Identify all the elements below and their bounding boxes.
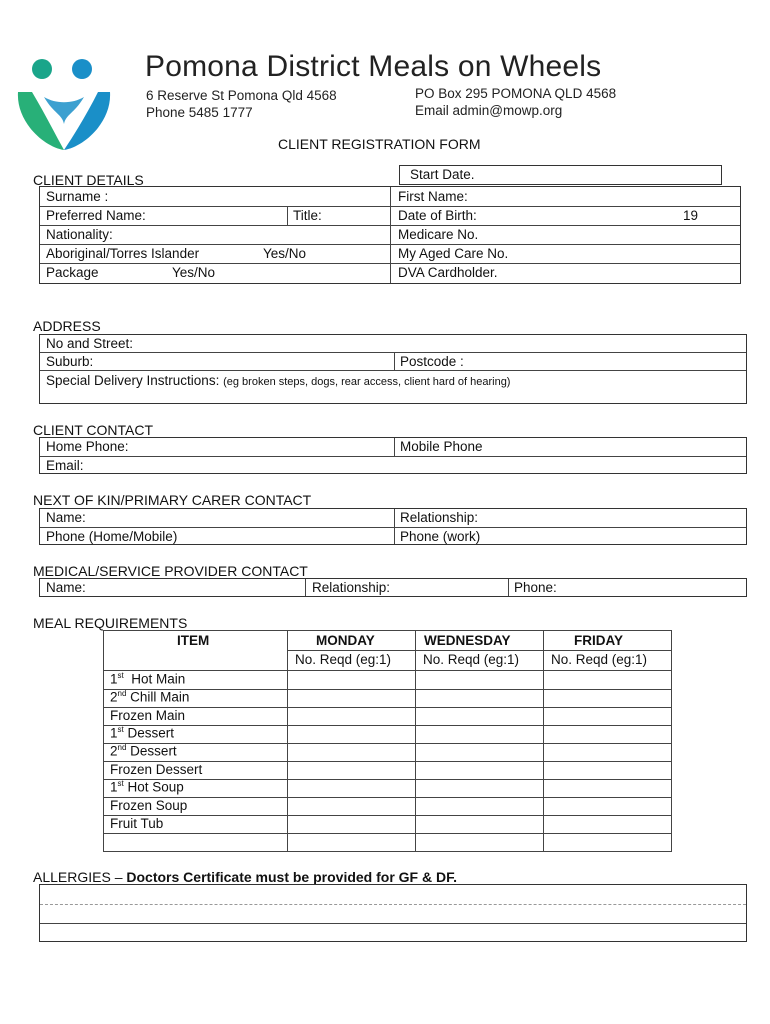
aboriginal-yes-no[interactable]: Yes/No xyxy=(263,246,307,261)
friday-header: FRIDAY xyxy=(574,633,624,648)
next-of-kin-box xyxy=(39,508,747,545)
client-email-field[interactable]: Email: xyxy=(46,458,84,473)
kin-phone-work-field[interactable]: Phone (work) xyxy=(400,529,481,544)
kin-phone-home-field[interactable]: Phone (Home/Mobile) xyxy=(46,529,178,544)
medical-box xyxy=(39,578,747,597)
kin-relationship-field[interactable]: Relationship: xyxy=(400,510,479,525)
meal-requirements-table xyxy=(103,630,672,852)
item-header: ITEM xyxy=(177,633,210,648)
package-field[interactable]: Package xyxy=(46,265,99,280)
po-box: PO Box 295 POMONA QLD 4568 xyxy=(415,86,617,101)
surname-field[interactable]: Surname : xyxy=(46,189,109,204)
friday-reqd: No. Reqd (eg:1) xyxy=(551,652,648,667)
street-field[interactable]: No and Street: xyxy=(46,336,134,351)
first-name-field[interactable]: First Name: xyxy=(398,189,468,204)
allergies-heading xyxy=(33,869,457,885)
medical-name-field[interactable]: Name: xyxy=(46,580,86,595)
medical-phone-field[interactable]: Phone: xyxy=(514,580,557,595)
allergies-label: ALLERGIES – xyxy=(33,869,127,885)
aged-care-field[interactable]: My Aged Care No. xyxy=(398,246,509,261)
meal-item: Frozen Soup xyxy=(110,798,188,813)
mobile-phone-field[interactable]: Mobile Phone xyxy=(400,439,483,454)
meal-item: 2nd Dessert xyxy=(110,743,177,759)
nationality-field[interactable]: Nationality: xyxy=(46,227,113,242)
start-date-field[interactable] xyxy=(399,165,722,185)
client-details-box xyxy=(39,186,741,284)
kin-name-field[interactable]: Name: xyxy=(46,510,86,525)
meal-item: Frozen Dessert xyxy=(110,762,203,777)
organisation-logo xyxy=(14,52,114,152)
meal-item: Fruit Tub xyxy=(110,816,164,831)
medical-heading: MEDICAL/SERVICE PROVIDER CONTACT xyxy=(33,563,308,579)
organisation-name: Pomona District Meals on Wheels xyxy=(145,50,602,83)
medical-relationship-field[interactable]: Relationship: xyxy=(312,580,391,595)
meal-item: 1st Dessert xyxy=(110,725,175,741)
package-yes-no[interactable]: Yes/No xyxy=(172,265,216,280)
meal-requirements-heading: MEAL REQUIREMENTS xyxy=(33,615,188,631)
title-field[interactable]: Title: xyxy=(293,208,322,223)
email-address: Email admin@mowp.org xyxy=(415,103,563,118)
start-date-label: Start Date. xyxy=(410,167,475,182)
street-address: 6 Reserve St Pomona Qld 4568 xyxy=(146,88,337,103)
special-instructions-label: Special Delivery Instructions: xyxy=(46,373,220,388)
medicare-field[interactable]: Medicare No. xyxy=(398,227,479,242)
monday-header: MONDAY xyxy=(316,633,375,648)
address-box xyxy=(39,334,747,404)
meal-item: 1st Hot Soup xyxy=(110,779,184,795)
date-of-birth-field[interactable]: Date of Birth: xyxy=(398,208,477,223)
home-phone-field[interactable]: Home Phone: xyxy=(46,439,129,454)
allergies-note: Doctors Certificate must be provided for GF & DF. xyxy=(126,869,457,885)
meal-item: 2nd Chill Main xyxy=(110,689,190,705)
special-instructions-hint: (eg broken steps, dogs, rear access, client hard of hearing) xyxy=(223,376,511,388)
preferred-name-field[interactable]: Preferred Name: xyxy=(46,208,146,223)
special-instructions-field[interactable] xyxy=(46,373,510,388)
client-details-heading: CLIENT DETAILS xyxy=(33,172,144,188)
meal-item: 1st Hot Main xyxy=(110,671,186,687)
address-heading: ADDRESS xyxy=(33,318,101,334)
monday-reqd: No. Reqd (eg:1) xyxy=(295,652,392,667)
postcode-field[interactable]: Postcode : xyxy=(400,354,464,369)
form-title: CLIENT REGISTRATION FORM xyxy=(278,136,481,152)
aboriginal-field[interactable]: Aboriginal/Torres Islander xyxy=(46,246,200,261)
client-contact-heading: CLIENT CONTACT xyxy=(33,422,154,438)
dva-field[interactable]: DVA Cardholder. xyxy=(398,265,498,280)
dob-year-prefix: 19 xyxy=(683,208,699,223)
meal-item: Frozen Main xyxy=(110,708,186,723)
phone-number: Phone 5485 1777 xyxy=(146,105,253,120)
wednesday-reqd: No. Reqd (eg:1) xyxy=(423,652,520,667)
next-of-kin-heading: NEXT OF KIN/PRIMARY CARER CONTACT xyxy=(33,492,312,508)
client-contact-box xyxy=(39,437,747,474)
suburb-field[interactable]: Suburb: xyxy=(46,354,94,369)
allergies-box[interactable] xyxy=(39,884,747,942)
wednesday-header: WEDNESDAY xyxy=(424,633,511,648)
